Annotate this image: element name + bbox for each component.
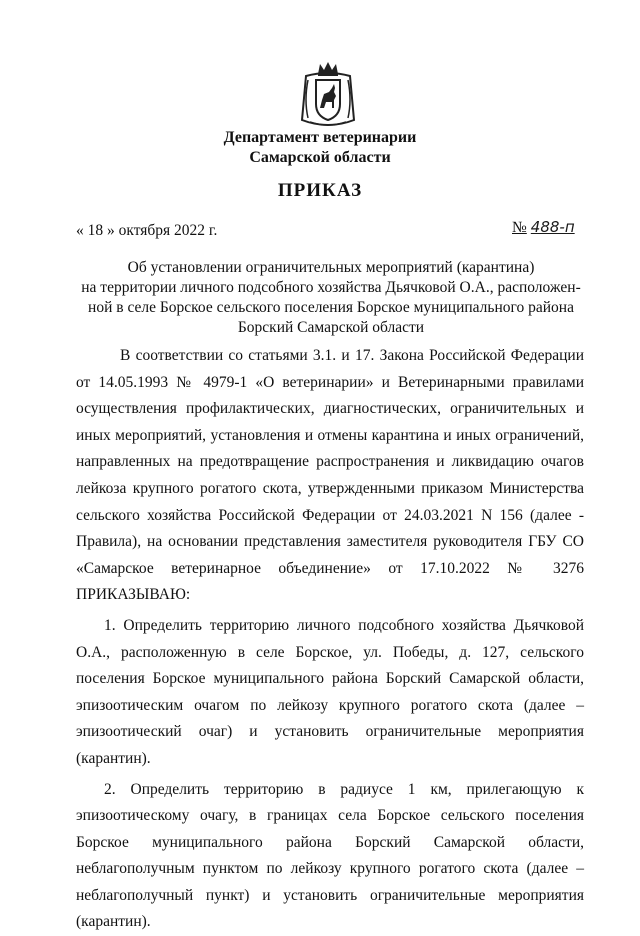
coat-of-arms-icon: [296, 60, 360, 130]
order-item-2: 2. Определить территорию в радиусе 1 км, прилегающую к эпизоотическому очагу, в границах села Борское сельского поселения Борское муниципального района Борский Самарской области, неблагополучным пунктом по лейкозу крупного рогатого скота (далее – неблагополучный пункт) и установить ограничительные мероприятия (карантин).: [76, 777, 584, 936]
order-item-1: 1. Определить территорию личного подсобного хозяйства Дьячковой О.А., расположенную в селе Борское, ул. Победы, д. 127, сельского поселения Борское муниципального района Борский Самарской области, эпизоотическим очагом по лейкозу крупного рогатого скота (далее – эпизоотический очаг) и установить ограничительные мероприятия (карантин).: [76, 613, 584, 773]
subject-line: ной в селе Борское сельского поселения Борское муниципального района: [80, 298, 582, 318]
order-date: « 18 » октября 2022 г.: [76, 222, 217, 240]
subject-line: на территории личного подсобного хозяйства Дьячковой О.А., расположен-: [80, 278, 582, 298]
document-title: ПРИКАЗ: [0, 180, 640, 202]
order-number: [512, 218, 575, 237]
department-line-1: Департамент ветеринарии: [0, 128, 640, 148]
preamble-paragraph: В соответствии со статьями 3.1. и 17. Закона Российской Федерации от 14.05.1993 № 4979-1 «О ветеринарии» и Ветеринарными правилами осуществления профилактических, диагностических, ограничительных и иных мероприятий, установления и отмены карантина и иных ограничений, направленных на предотвращение распространения и ликвидацию очагов лейкоза крупного рогатого скота, утвержденными приказом Министерства сельского хозяйства Российской Федерации от 24.03.2021 N 156 (далее - Правила), на основании представления заместителя руководителя ГБУ СО «Самарское ветеринарное объединение» от 17.10.2022 № 3276 ПРИКАЗЫВАЮ:: [76, 343, 584, 609]
department-name: [0, 128, 640, 168]
subject-line: Об установлении ограничительных мероприятий (карантина): [80, 258, 582, 278]
department-line-2: Самарской области: [0, 148, 640, 168]
order-body: [76, 343, 584, 936]
order-subject: [80, 258, 582, 338]
order-number-label: №: [512, 219, 527, 236]
order-number-value: 488-п: [531, 218, 575, 236]
subject-line: Борский Самарской области: [80, 318, 582, 338]
